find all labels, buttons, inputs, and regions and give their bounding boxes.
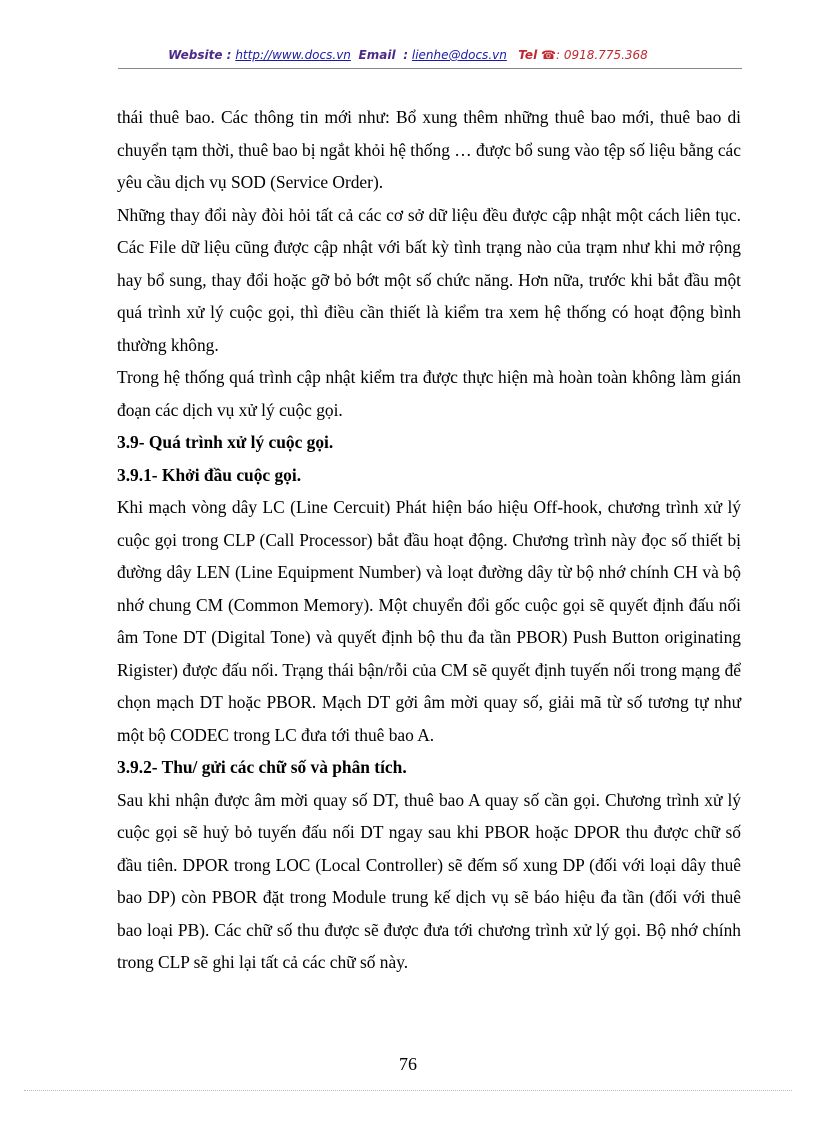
tel-label: Tel	[518, 48, 538, 62]
phone-icon: ☎	[541, 48, 556, 62]
paragraph: Những thay đổi này đòi hỏi tất cả các cơ sở dữ liệu đều được cập nhật một cách liên tục. Các File dữ liệu cũng được cập nhật với bất kỳ tình trạng nào của trạm như khi mở rộng hay bổ sung, thay đổi hoặc gỡ bỏ bớt một số chức năng. Hơn nữa, trước khi bắt đầu một quá trình xử lý cuộc gọi, thì điều cần thiết là kiểm tra xem hệ thống có hoạt động bình thường không.	[117, 204, 741, 355]
website-link[interactable]: http://www.docs.vn	[235, 48, 351, 62]
paragraph: thái thuê bao. Các thông tin mới như: Bổ xung thêm những thuê bao mới, thuê bao di chuyển tạm thời, thuê bao bị ngắt khỏi hệ thống … được bổ sung vào tệp số liệu bằng các yêu cầu dịch vụ SOD (Service Order).	[117, 107, 741, 192]
website-label: Website :	[168, 48, 232, 62]
email-separator: :	[403, 48, 409, 62]
page-header	[0, 46, 816, 64]
header-divider	[118, 68, 742, 69]
paragraph: Khi mạch vòng dây LC (Line Cercuit) Phát hiện báo hiệu Off-hook, chương trình xử lý cuộc gọi trong CLP (Call Processor) bắt đầu hoạt động. Chương trình này đọc số thiết bị đường dây LEN (Line Equipment Number) và loạt đường dây từ bộ nhớ chính CH và bộ nhớ chung CM (Common Memory). Một chuyển đổi gốc cuộc gọi sẽ quyết định đấu nối âm Tone DT (Digital Tone) và quyết định bộ thu đa tần PBOR) Push Button originating Rigister) được đấu nối. Trạng thái bận/rỗi của CM sẽ quyết định tuyến nối trong mạng để chọn mạch DT hoặc PBOR. Mạch DT gởi âm mời quay số, giải mã từ số tương tự như một bộ CODEC trong LC đưa tới thuê bao A.	[117, 497, 741, 745]
section-heading: 3.9- Quá trình xử lý cuộc gọi.	[117, 432, 334, 452]
document-body	[117, 101, 741, 979]
email-link[interactable]: lienhe@docs.vn	[411, 48, 507, 62]
subsection-heading: 3.9.1- Khởi đầu cuộc gọi.	[117, 464, 302, 485]
email-label: Email	[358, 48, 396, 62]
paragraph: Trong hệ thống quá trình cập nhật kiểm tra được thực hiện mà hoàn toàn không làm gián đoạn các dịch vụ xử lý cuộc gọi.	[117, 367, 741, 420]
tel-value: : 0918.775.368	[555, 48, 648, 62]
footer-divider	[24, 1090, 792, 1091]
paragraph: Sau khi nhận được âm mời quay số DT, thuê bao A quay số cần gọi. Chương trình xử lý cuộc gọi sẽ huỷ bỏ tuyến đấu nối DT ngay sau khi PBOR hoặc DPOR thu được chữ số đầu tiên. DPOR trong LOC (Local Controller) sẽ đếm số xung DP (đối với loại dây thuê bao DP) còn PBOR đặt trong Module trung kế dịch vụ sẽ báo hiệu đa tần (đối với thuê bao loại PB). Các chữ số thu được sẽ được đưa tới chương trình xử lý gọi. Bộ nhớ chính trong CLP sẽ ghi lại tất cả các chữ số này.	[117, 789, 741, 972]
page-number: 76	[399, 1054, 417, 1074]
subsection-heading: 3.9.2- Thu/ gửi các chữ số và phân tích.	[117, 757, 407, 777]
